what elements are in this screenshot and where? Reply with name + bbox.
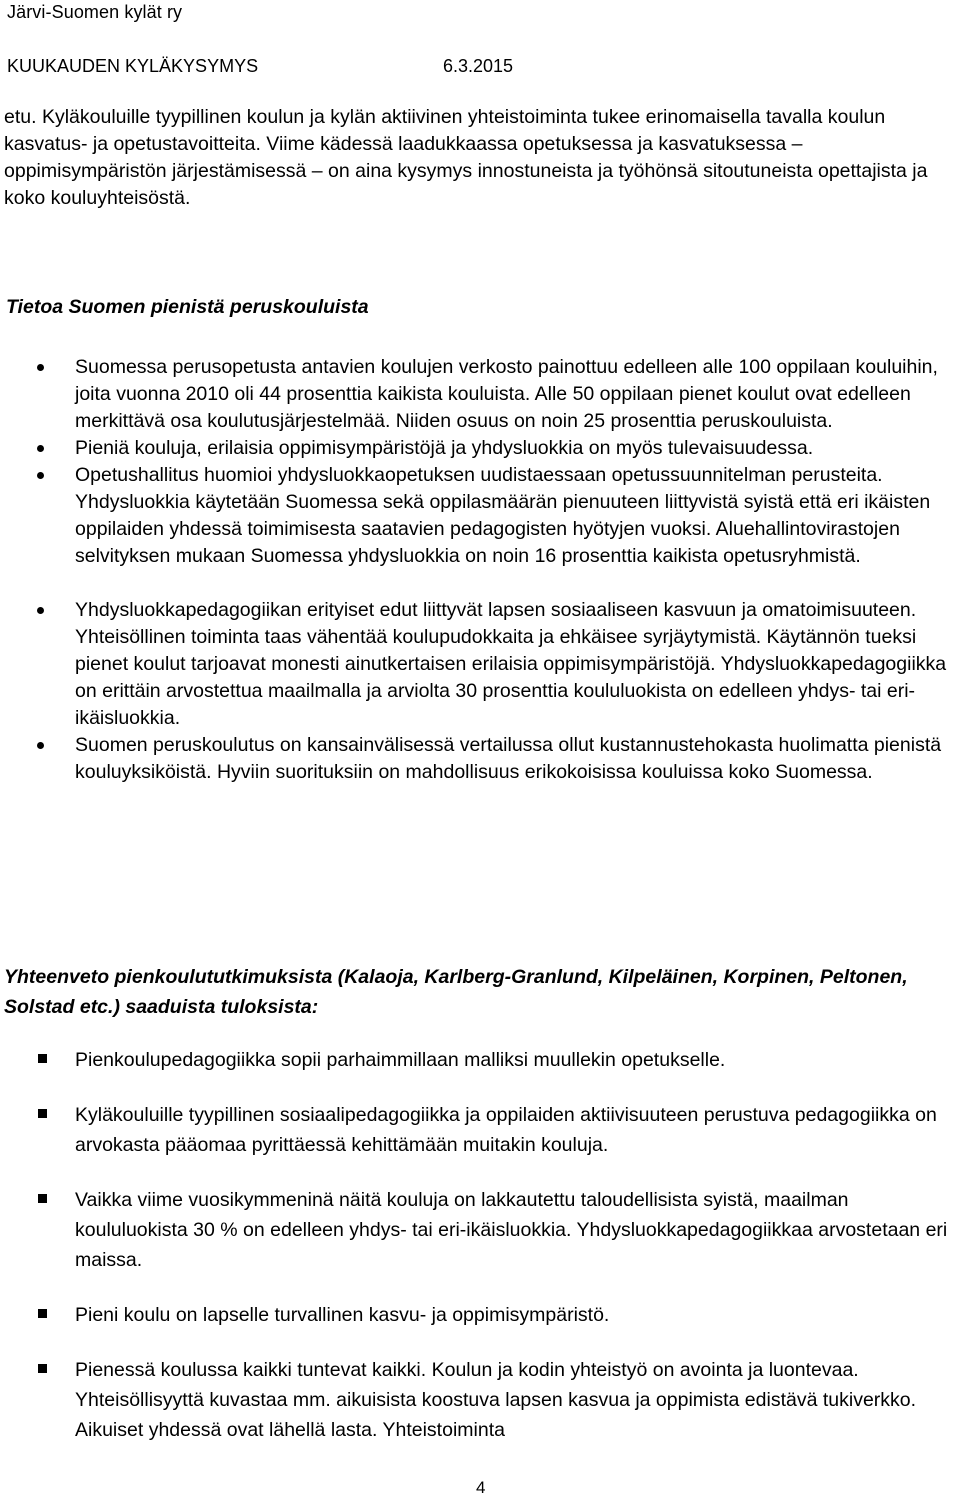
square-bullet-icon: [38, 1194, 47, 1203]
list-item: [0, 1100, 955, 1160]
list-item-text: Pienessä koulussa kaikki tuntevat kaikki. Koulun ja kodin yhteistyö on avointa ja luontevaa. Yhteisöllisyyttä kuvastaa mm. aikuisista koostuva lapsen kasvua ja oppimista edistävä tukiverkko. Aikuiset yhdessä ovat lähellä lasta. Yhteistoiminta: [75, 1359, 917, 1441]
intro-paragraph: etu. Kyläkouluille tyypillinen koulun ja kylän aktiivinen yhteistoiminta tukee erinomaisella tavalla koulun kasvatus- ja opetustavoitteita. Viime kädessä laadukkaassa opetuksessa ja kasvatuksessa – oppimisympäristön järjestämisessä – on aina kysymys innostuneista ja työhönsä sitoutuneista opettajista ja koko kouluyhteisöstä.: [4, 106, 928, 209]
square-bullet-icon: [38, 1364, 47, 1373]
bullet-dot-icon: [37, 742, 44, 749]
list-item: [0, 1045, 955, 1075]
list-item: [0, 462, 955, 570]
list-item-text: Suomen peruskoulutus on kansainvälisessä vertailussa ollut kustannustehokasta huolimatta pienistä kouluyksiköistä. Hyviin suorituksiin on mahdollisuus erikokoisissa kouluissa koko Suomessa.: [75, 734, 942, 783]
header-document-type: KUUKAUDEN KYLÄKYSYMYS: [7, 56, 259, 76]
bullet-dot-icon: [37, 472, 44, 479]
section-heading-research-summary: Yhteenveto pienkoulututkimuksista (Kalaoja, Karlberg-Granlund, Kilpeläinen, Korpinen, Peltonen, Solstad etc.) saaduista tuloksista:: [4, 966, 908, 1018]
square-bullet-icon: [38, 1109, 47, 1118]
list-item: [0, 1185, 955, 1275]
header-date: 6.3.2015: [443, 56, 514, 76]
list-item-text: Opetushallitus huomioi yhdysluokkaopetuksen uudistaessaan opetussuunnitelman perusteita. Yhdysluokkia käytetään Suomessa sekä oppilasmäärän pienuuteen liittyvistä syistä että eri ikäisten oppilaiden yhdessä toimimisesta saatavien pedagogisten hyötyjen vuoksi. Aluehallintovirastojen selvityksen mukaan Suomessa yhdysluokkia on noin 16 prosenttia kaikista opetusryhmistä.: [75, 464, 931, 567]
list-item: [0, 732, 955, 786]
section-heading-small-schools: Tietoa Suomen pienistä peruskouluista: [6, 296, 369, 318]
list-item-text: Pieniä kouluja, erilaisia oppimisympäristöjä ja yhdysluokkia on myös tulevaisuudessa.: [75, 437, 814, 459]
list-item-text: Yhdysluokkapedagogiikan erityiset edut liittyvät lapsen sosiaaliseen kasvuun ja omatoimisuuteen. Yhteisöllinen toiminta taas vähentää koulupudokkaita ja ehkäisee syrjäytymistä. Käytännön tueksi pienet koulut tarjoavat monesti ainutkertaisen erilaisia oppimisympäristöjä. Yhdysluokkapedagogiikka on erittäin arvostettua maailmalla ja arviolta 30 prosenttia koululuokista on edelleen yhdys- tai eri-ikäisluokkia.: [75, 599, 947, 729]
page-number: 4: [476, 1478, 486, 1497]
small-schools-bullet-list: [0, 354, 960, 786]
list-item-text: Kyläkouluille tyypillinen sosiaalipedagogiikka ja oppilaiden aktiivisuuteen perustuva pedagogiikka on arvokasta pääomaa pyrittäessä kehittämään muitakin kouluja.: [75, 1104, 937, 1156]
list-item-text: Pieni koulu on lapselle turvallinen kasvu- ja oppimisympäristö.: [75, 1304, 610, 1326]
list-item: [0, 1300, 955, 1330]
list-item: [0, 354, 955, 435]
bullet-dot-icon: [37, 445, 44, 452]
list-item: [0, 597, 955, 732]
list-item: [0, 435, 955, 462]
list-item: [0, 1355, 955, 1445]
list-item-text: Vaikka viime vuosikymmeninä näitä kouluja on lakkautettu taloudellisista syistä, maailman koululuokista 30 % on edelleen yhdys- tai eri-ikäisluokkia. Yhdysluokkapedagogiikkaa arvostetaan eri maissa.: [75, 1189, 948, 1271]
square-bullet-icon: [38, 1054, 47, 1063]
list-item-text: Suomessa perusopetusta antavien koulujen verkosto painottuu edelleen alle 100 oppilaan kouluihin, joita vuonna 2010 oli 44 prosenttia kaikista kouluista. Alle 50 oppilaan pienet koulut ovat edelleen merkittävä osa koulutusjärjestelmää. Niiden osuus on noin 25 prosenttia peruskouluista.: [75, 356, 938, 432]
list-item-text: Pienkoulupedagogiikka sopii parhaimmillaan malliksi muullekin opetukselle.: [75, 1049, 726, 1071]
research-findings-list: [0, 1045, 960, 1470]
bullet-dot-icon: [37, 607, 44, 614]
bullet-dot-icon: [37, 364, 44, 371]
square-bullet-icon: [38, 1309, 47, 1318]
header-organization: Järvi-Suomen kylät ry: [7, 2, 183, 22]
